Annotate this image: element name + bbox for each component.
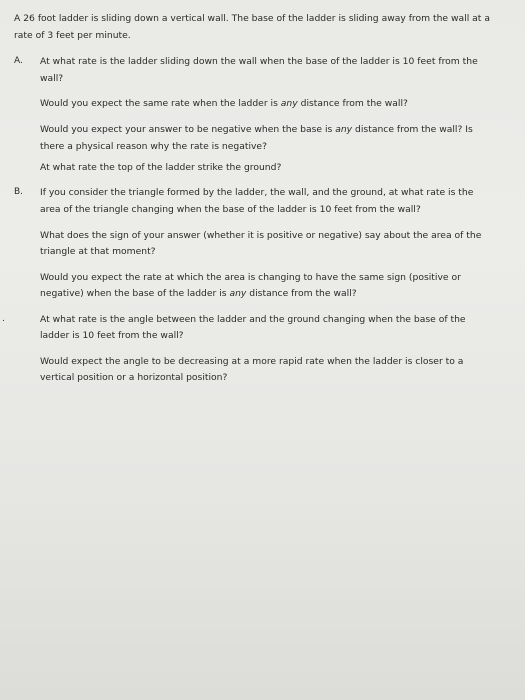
part-c-label: . bbox=[2, 314, 5, 324]
part-a-question-3-text-end: distance from the wall? Is bbox=[352, 124, 473, 135]
part-a-question-3-emphasis: any bbox=[335, 124, 353, 135]
part-a-question-2-text-end: distance from the wall? bbox=[297, 98, 408, 109]
part-b-question-2-line-1: What does the sign of your answer (whether it is positive or negative) say about the area of the bbox=[40, 230, 482, 241]
part-b-question-3-line-1: Would you expect the rate at which the area is changing to have the same sign (positive or bbox=[40, 272, 461, 283]
problem-statement-line-1: A 26 foot ladder is sliding down a vertical wall. The base of the ladder is sliding away from the wall at a bbox=[14, 13, 490, 24]
part-b-question-1-line-1: If you consider the triangle formed by the ladder, the wall, and the ground, at what rate is the bbox=[40, 187, 474, 198]
part-c-question-1-line-1: At what rate is the angle between the ladder and the ground changing when the base of the bbox=[40, 314, 466, 325]
part-c-question-1-line-2: ladder is 10 feet from the wall? bbox=[40, 330, 184, 341]
part-b-question-1-line-2: area of the triangle changing when the base of the ladder is 10 feet from the wall? bbox=[40, 204, 421, 215]
part-b-label: B. bbox=[14, 187, 24, 197]
part-b-question-3-text-start: negative) when the base of the ladder is bbox=[40, 288, 230, 299]
part-a-question-4: At what rate the top of the ladder strike the ground? bbox=[40, 162, 282, 173]
part-c-question-2-line-2: vertical position or a horizontal position? bbox=[40, 372, 228, 383]
problem-statement-line-2: rate of 3 feet per minute. bbox=[14, 30, 131, 41]
part-a-question-2-text-start: Would you expect the same rate when the ladder is bbox=[40, 98, 281, 109]
part-b-question-3-line-2 bbox=[40, 286, 357, 301]
part-b-question-2-line-2: triangle at that moment? bbox=[40, 246, 156, 257]
part-a-question-3-text-start: Would you expect your answer to be negative when the base is bbox=[40, 124, 336, 135]
part-a-question-1-line-1: At what rate is the ladder sliding down the wall when the base of the ladder is 10 feet from the bbox=[40, 56, 478, 67]
part-a-question-2 bbox=[40, 96, 408, 111]
part-a-question-2-emphasis: any bbox=[280, 98, 298, 109]
part-a-label: A. bbox=[14, 56, 23, 66]
part-c-question-2-line-1: Would expect the angle to be decreasing at a more rapid rate when the ladder is closer to a bbox=[40, 356, 464, 367]
part-b-question-3-text-end: distance from the wall? bbox=[246, 288, 357, 299]
part-a-question-1-line-2: wall? bbox=[40, 73, 64, 84]
part-b-question-3-emphasis: any bbox=[229, 288, 247, 299]
part-a-question-3-line-2: there a physical reason why the rate is negative? bbox=[40, 141, 267, 152]
part-a-question-3-line-1 bbox=[40, 122, 473, 137]
